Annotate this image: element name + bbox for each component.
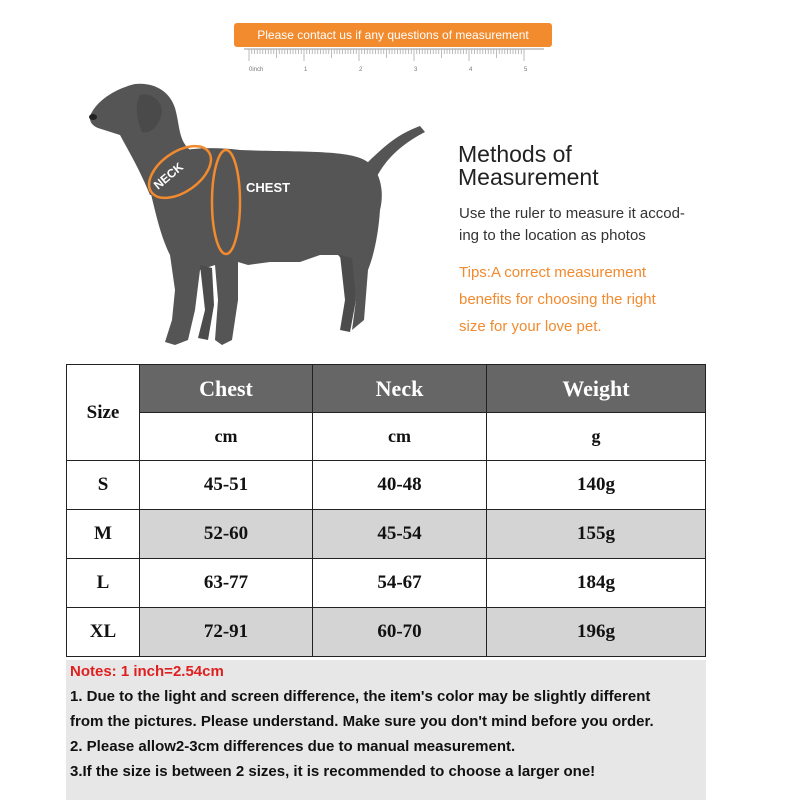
ruler-label: 5 — [524, 67, 528, 73]
methods-title-line: Methods of — [458, 141, 572, 167]
table-row — [67, 559, 706, 608]
ruler-graphic — [244, 47, 544, 77]
methods-title-line: Measurement — [458, 164, 599, 190]
chest-unit: cm — [140, 413, 313, 461]
ruler-label: 0inch — [249, 67, 264, 73]
neck-label: NECK — [150, 159, 186, 193]
weight-column-header: Weight — [487, 365, 706, 413]
weight-cell: 196g — [487, 608, 706, 657]
chest-label: CHEST — [246, 180, 291, 195]
size-column-header: Size — [67, 365, 140, 461]
weight-cell: 140g — [487, 461, 706, 510]
ruler-label: 3 — [414, 67, 418, 73]
measurement-contact-banner: Please contact us if any questions of measurement — [234, 23, 552, 47]
table-row — [67, 608, 706, 657]
notes-panel — [66, 660, 706, 800]
chest-column-header: Chest — [140, 365, 313, 413]
methods-desc-line: Use the ruler to measure it accod- — [459, 205, 685, 222]
weight-unit: g — [487, 413, 706, 461]
ruler-label: 4 — [469, 67, 473, 73]
neck-cell: 54-67 — [313, 559, 487, 608]
tips-line: Tips:A correct measurement — [459, 264, 647, 281]
tips-text — [459, 259, 719, 340]
chest-cell: 63-77 — [140, 559, 313, 608]
tips-line: size for your love pet. — [459, 318, 602, 335]
neck-cell: 45-54 — [313, 510, 487, 559]
chest-cell: 45-51 — [140, 461, 313, 510]
neck-column-header: Neck — [313, 365, 487, 413]
table-row — [67, 461, 706, 510]
methods-desc-line: ing to the location as photos — [459, 227, 646, 244]
dog-silhouette-illustration — [80, 80, 440, 350]
note-line: from the pictures. Please understand. Make sure you don't mind before you order. — [70, 713, 654, 730]
note-line: 3.If the size is between 2 sizes, it is recommended to choose a larger one! — [70, 763, 596, 780]
ruler-label: 2 — [359, 67, 363, 73]
ruler-label: 1 — [304, 67, 308, 73]
tips-line: benefits for choosing the right — [459, 291, 656, 308]
chest-cell: 72-91 — [140, 608, 313, 657]
table-row — [67, 510, 706, 559]
methods-title — [458, 143, 599, 189]
methods-description — [459, 203, 719, 247]
neck-cell: 40-48 — [313, 461, 487, 510]
chest-cell: 52-60 — [140, 510, 313, 559]
size-cell: M — [67, 510, 140, 559]
weight-cell: 155g — [487, 510, 706, 559]
notes-title: Notes: 1 inch=2.54cm — [70, 663, 224, 680]
size-chart-table — [66, 364, 706, 657]
neck-unit: cm — [313, 413, 487, 461]
size-cell: XL — [67, 608, 140, 657]
size-cell: S — [67, 461, 140, 510]
neck-cell: 60-70 — [313, 608, 487, 657]
note-line: 2. Please allow2-3cm differences due to manual measurement. — [70, 738, 516, 755]
weight-cell: 184g — [487, 559, 706, 608]
note-line: 1. Due to the light and screen difference, the item's color may be slightly different — [70, 688, 651, 705]
size-cell: L — [67, 559, 140, 608]
